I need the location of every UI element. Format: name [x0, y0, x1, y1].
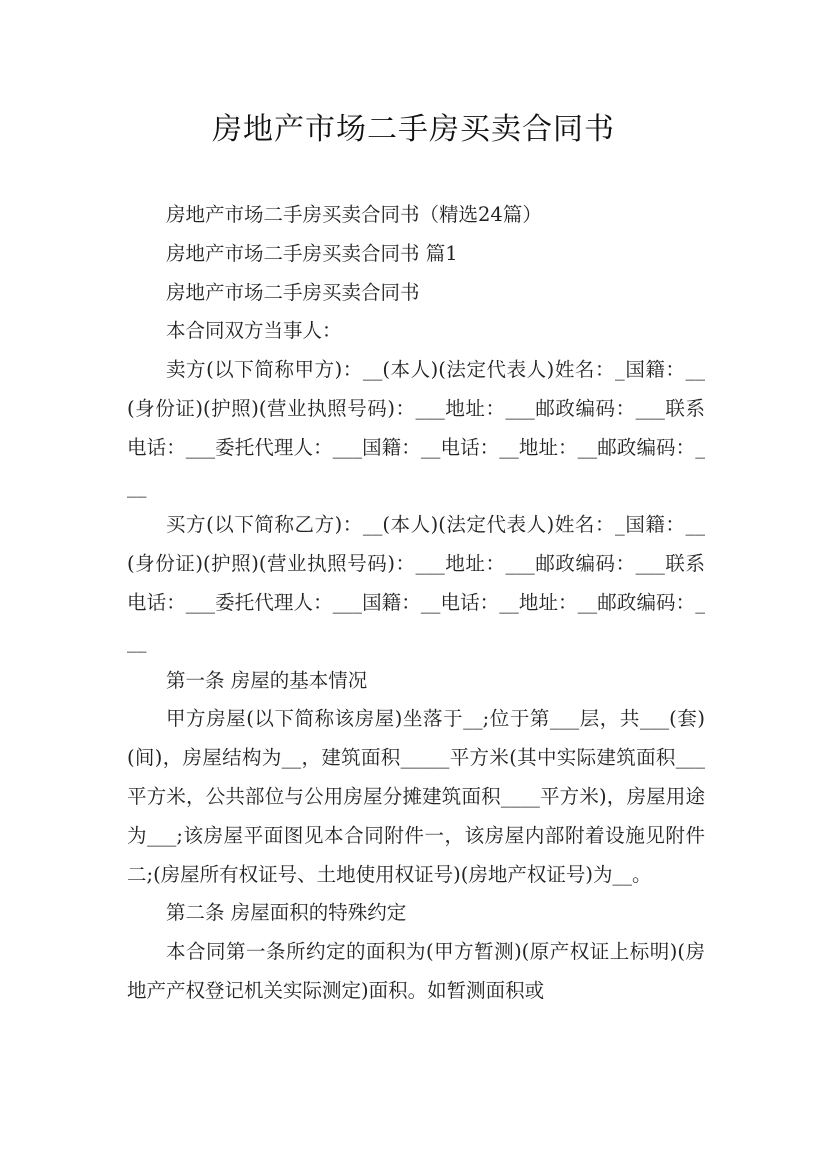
paragraph-seller: 卖方(以下简称甲方)：__(本人)(法定代表人)姓名：_国籍：__(身份证)(护照)(营业执照号码)：___地址：___邮政编码：___联系电话：___委托代理人：___国籍：__电话：__地址：__邮政编码：___	[127, 358, 705, 498]
paragraph-article-2-heading: 第二条 房屋面积的特殊约定	[166, 901, 407, 925]
paragraph-section-heading: 房地产市场二手房买卖合同书 篇1	[166, 241, 458, 265]
paragraph-article-1-heading: 第一条 房屋的基本情况	[166, 668, 368, 692]
paragraph-article-2-body: 本合同第一条所约定的面积为(甲方暂测)(原产权证上标明)(房地产产权登记机关实际测定)面积。如暂测面积或	[127, 940, 705, 1002]
paragraph-contract-title: 房地产市场二手房买卖合同书	[166, 280, 420, 304]
document-title: 房地产市场二手房买卖合同书	[212, 112, 615, 147]
paragraph-subtitle: 房地产市场二手房买卖合同书（精选24篇）	[166, 203, 542, 226]
paragraph-parties-intro: 本合同双方当事人：	[166, 319, 342, 343]
paragraph-article-1-body: 甲方房屋(以下简称该房屋)坐落于__;位于第___层，共___(套)(间)，房屋结构为__，建筑面积_____平方米(其中实际建筑面积___平方米，公共部位与公用房屋分摊建筑面积____平方米)，房屋用途为___;该房屋平面图见本合同附件一，该房屋内部附着设施见附件二;(房屋所有权证号、土地使用权证号)(房地产权证号)为__。	[127, 707, 705, 886]
paragraph-buyer: 买方(以下简称乙方)：__(本人)(法定代表人)姓名：_国籍：__(身份证)(护照)(营业执照号码)：___地址：___邮政编码：___联系电话：___委托代理人：___国籍：__电话：__地址：__邮政编码：___	[127, 513, 705, 653]
document-body	[127, 196, 705, 1011]
